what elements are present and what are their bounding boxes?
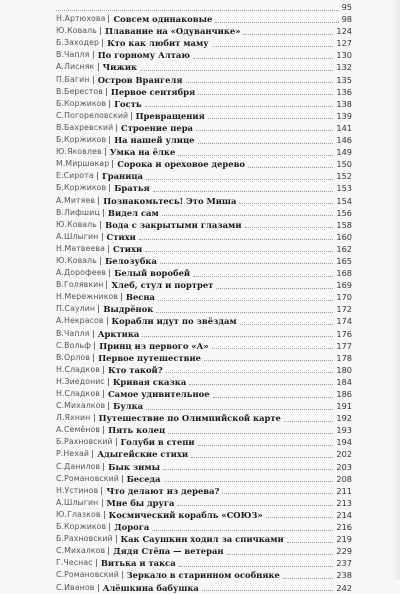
entry-page-number: 135 [336, 74, 352, 85]
entry-page-number: 95 [341, 2, 352, 12]
toc-entry [0, 243, 400, 255]
entry-separator [93, 354, 94, 362]
entry-title: Братья [114, 183, 150, 194]
toc-entry [0, 1, 400, 13]
page-edge-shadow [390, 0, 400, 580]
toc-entry [0, 400, 400, 412]
dot-leader [215, 22, 338, 23]
entry-title: Как Саушкин ходил за спичками [120, 534, 284, 545]
entry-page-number: 160 [336, 231, 352, 242]
entry-page-number: 138 [336, 98, 352, 109]
toc-entry [0, 61, 400, 73]
entry-title: Стихи [106, 231, 136, 242]
dot-leader [193, 276, 333, 277]
entry-author: Б.Коржиков [56, 183, 107, 193]
entry-separator [102, 499, 103, 507]
entry-page-number: 153 [336, 183, 352, 194]
entry-title: Белозубка [105, 255, 157, 266]
entry-separator [109, 184, 110, 192]
dot-leader [146, 409, 333, 410]
entry-separator [92, 450, 93, 458]
entry-separator [109, 269, 110, 277]
entry-title: Граница [101, 171, 143, 182]
dot-leader [168, 433, 333, 434]
dot-leader [239, 203, 333, 204]
entry-title: Кривая сказка [112, 376, 187, 387]
entry-title: Что делают из дерева? [106, 485, 220, 496]
entry-page-number: 136 [336, 86, 352, 97]
toc-entry [0, 340, 400, 352]
dot-leader [287, 542, 334, 543]
entry-title: Превращения [135, 110, 205, 121]
dot-leader [208, 118, 334, 119]
entry-author: Б.Рахновский [56, 534, 113, 544]
entry-author: С.Вольф [56, 340, 91, 350]
entry-title: Дядя Стёпа — ветеран [113, 546, 224, 557]
entry-page-number: 170 [336, 292, 352, 303]
dot-leader [142, 336, 333, 337]
entry-author: С.Данилов [56, 461, 101, 471]
entry-page-number: 180 [336, 364, 352, 375]
entry-author: Н.Зиедонис [56, 376, 105, 386]
dot-leader [145, 106, 334, 107]
entry-author: Н.Матвеева [56, 243, 105, 253]
entry-separator [102, 39, 103, 47]
entry-author: П.Багин [56, 74, 90, 84]
entry-title: Чижик [102, 62, 138, 73]
dot-leader [283, 578, 334, 579]
entry-separator [94, 342, 95, 350]
entry-title: Первое путешествие [98, 352, 201, 363]
dot-leader [240, 324, 334, 325]
dot-leader [145, 251, 333, 252]
entry-page-number: 150 [336, 159, 352, 170]
entry-separator [100, 27, 101, 35]
entry-page-number: 186 [336, 389, 352, 399]
toc-entry [0, 13, 400, 25]
dot-leader [243, 34, 333, 35]
entry-page-number: 193 [336, 425, 352, 436]
toc-entry [0, 303, 400, 315]
dot-leader [163, 469, 333, 470]
entry-author: Ю.Коваль [56, 255, 97, 265]
entry-page-number: 165 [336, 255, 352, 266]
entry-title: На нашей улице [114, 135, 195, 146]
dot-leader [189, 384, 333, 385]
dot-leader [166, 372, 334, 373]
entry-author: В.Голявкин [56, 280, 104, 290]
entry-separator [108, 15, 109, 23]
entry-author: Ю.Коваль [56, 219, 97, 229]
entry-separator [97, 172, 98, 180]
entry-separator [98, 63, 99, 71]
dot-leader [222, 493, 333, 494]
entry-title: Алёшкина бабушка [102, 582, 199, 593]
toc-entry [0, 231, 400, 243]
entry-separator [109, 523, 110, 531]
entry-page-number: 237 [336, 558, 352, 569]
dot-leader [156, 312, 333, 313]
entry-separator [131, 112, 132, 120]
entry-separator [93, 330, 94, 338]
entry-page-number: 219 [336, 534, 352, 545]
entry-author: Е.Сирота [56, 171, 94, 181]
entry-author: В.Орлов [56, 352, 90, 362]
entry-author: Б.Заходер [56, 38, 100, 48]
entry-page-number: 213 [336, 497, 352, 508]
toc-entry [0, 352, 400, 364]
entry-title: Адыгейские стихи [97, 449, 189, 460]
toc-entry [0, 267, 400, 279]
entry-separator [96, 559, 97, 567]
entry-author: Л.Яхнин [56, 413, 91, 423]
entry-page-number: 98 [341, 14, 352, 25]
entry-author: Ю.Яковлев [56, 147, 102, 157]
toc-entry [0, 412, 400, 424]
dot-leader [178, 155, 333, 156]
entry-page-number: 184 [336, 376, 352, 387]
dot-leader [191, 457, 333, 458]
entry-title: Умка на ёлке [109, 147, 176, 158]
entry-title: Сорока и ореховое дерево [117, 159, 246, 170]
dot-leader [146, 179, 333, 180]
entry-author: Н.Сладков [56, 364, 100, 374]
entry-separator [103, 366, 104, 374]
entry-title: Видел сам [107, 207, 159, 218]
entry-page-number: 139 [336, 110, 352, 121]
entry-title: Гость [114, 98, 142, 109]
entry-separator [98, 305, 99, 313]
entry-separator [98, 584, 99, 592]
toc-entry [0, 134, 400, 146]
entry-separator [122, 571, 123, 579]
entry-title: Мне бы друга [106, 497, 175, 508]
entry-separator [116, 124, 117, 132]
toc-entry [0, 521, 400, 533]
toc-entry [0, 473, 400, 485]
entry-separator [108, 245, 109, 253]
toc-entry [0, 86, 400, 98]
toc-entry [0, 146, 400, 158]
entry-author: В.Чапля [56, 50, 90, 60]
entry-author: Н.Мережников [56, 292, 119, 302]
entry-title: Вода с закрытыми глазами [105, 219, 242, 230]
entry-separator [116, 438, 117, 446]
entry-separator [100, 257, 101, 265]
toc-entry [0, 509, 400, 521]
dot-leader [140, 70, 333, 71]
entry-separator [108, 547, 109, 555]
entry-author: С.Романовский [56, 570, 119, 580]
entry-author: Б.Коржиков [56, 135, 107, 145]
entry-title: Путешествие по Олимпийской карте [98, 413, 281, 424]
entry-title: Хлеб, стул и портрет [111, 280, 214, 291]
dot-leader [177, 505, 333, 506]
entry-author: А.Шлыгин [56, 231, 99, 241]
entry-separator [100, 221, 101, 229]
entry-author: В.Лифшиц [56, 207, 100, 217]
entry-author: А.Лисняк [56, 62, 95, 72]
toc-entry [0, 207, 400, 219]
dot-leader [139, 239, 334, 240]
entry-separator [105, 148, 106, 156]
toc-entry [0, 158, 400, 170]
entry-page-number: 216 [336, 522, 352, 533]
dot-leader [179, 566, 334, 567]
toc-entry [0, 110, 400, 122]
entry-separator [107, 317, 108, 325]
dot-leader [152, 530, 333, 531]
dot-leader [213, 397, 334, 398]
dot-leader [158, 300, 333, 301]
dot-leader [204, 360, 333, 361]
entry-page-number: 141 [336, 122, 352, 133]
dot-leader [212, 46, 334, 47]
entry-author: Ю.Глазков [56, 509, 101, 519]
entry-author: А.Дорофеев [56, 268, 107, 278]
entry-page-number: 127 [336, 38, 352, 49]
entry-title: Познакомьтесь! Это Миша [103, 195, 237, 206]
entry-author: С.Михалков [56, 546, 106, 556]
entry-page-number: 124 [336, 26, 352, 37]
toc-entry [0, 448, 400, 460]
entry-separator [109, 100, 110, 108]
entry-page-number: 177 [336, 340, 352, 351]
entry-page-number: 158 [336, 219, 352, 230]
entry-page-number: 178 [336, 352, 352, 363]
entry-separator [108, 402, 109, 410]
entry-title: Бык зимы [108, 461, 161, 472]
dot-leader [160, 263, 333, 264]
entry-page-number: 202 [336, 449, 352, 460]
entry-author: Н.Артюхова [56, 14, 106, 24]
entry-separator [93, 76, 94, 84]
entry-title: Корабли идут по звёздам [111, 316, 237, 327]
entry-separator [103, 463, 104, 471]
entry-author: Б.Рахновский [56, 437, 113, 447]
entry-author: А.Семёнов [56, 425, 101, 435]
entry-author: С.Погореловский [56, 110, 129, 120]
toc-entry [0, 364, 400, 376]
entry-page-number: 169 [336, 280, 352, 291]
entry-separator [116, 535, 117, 543]
entry-page-number: 208 [336, 473, 352, 484]
entry-author: В.Бахревский [56, 122, 114, 132]
entry-title: Витька и такса [100, 558, 176, 569]
entry-title: Первое сентября [110, 86, 196, 97]
toc-entry [0, 436, 400, 448]
entry-separator [94, 414, 95, 422]
entry-title: Весна [125, 292, 155, 303]
entry-page-number: 172 [336, 304, 352, 315]
entry-separator [98, 197, 99, 205]
entry-page-number: 211 [336, 485, 352, 496]
toc-entry [0, 485, 400, 497]
dot-leader [212, 348, 334, 349]
entry-separator [103, 209, 104, 217]
toc-entry [0, 25, 400, 37]
dot-leader [164, 481, 334, 482]
toc-entry [0, 219, 400, 231]
entry-page-number: 162 [336, 243, 352, 254]
table-of-contents [0, 1, 400, 594]
entry-page-number: 192 [336, 413, 352, 424]
entry-page-number: 191 [336, 401, 352, 412]
entry-author: С.Иванов [56, 582, 95, 592]
entry-title: Голуби в степи [120, 437, 195, 448]
toc-entry [0, 497, 400, 509]
entry-page-number: 130 [336, 50, 352, 61]
entry-page-number: 156 [336, 207, 352, 218]
entry-separator [102, 233, 103, 241]
entry-separator [108, 378, 109, 386]
entry-title: Совсем одинаковые [113, 14, 213, 25]
entry-author: С.Михалков [56, 401, 106, 411]
entry-title: Пять колец [108, 425, 166, 436]
entry-title: Белый воробей [114, 268, 191, 279]
dot-leader [245, 227, 334, 228]
entry-author: А.Шлыгин [56, 497, 99, 507]
dot-leader [186, 82, 334, 83]
entry-page-number: 132 [336, 62, 352, 73]
toc-entry [0, 49, 400, 61]
entry-author: Н.Устинов [56, 485, 99, 495]
entry-title: Кто такой? [108, 364, 163, 375]
toc-entry [0, 37, 400, 49]
entry-page-number: 174 [336, 316, 352, 327]
toc-entry [0, 461, 400, 473]
entry-page-number: 238 [336, 570, 352, 581]
toc-entry [0, 279, 400, 291]
toc-entry [0, 328, 400, 340]
entry-title: Стихи [112, 243, 143, 254]
toc-entry [0, 376, 400, 388]
entry-title: Булка [113, 401, 144, 412]
entry-title: Космический корабль «СОЮЗ» [108, 509, 263, 520]
dot-leader [227, 554, 334, 555]
entry-author: П.Саулин [56, 304, 96, 314]
entry-separator [112, 160, 113, 168]
entry-author: Р.Нехай [56, 449, 89, 459]
entry-title: Плавание на «Одуванчике» [105, 26, 241, 37]
entry-separator [106, 88, 107, 96]
toc-entry [0, 315, 400, 327]
entry-author: М.Миршакар [56, 159, 110, 169]
toc-entry [0, 170, 400, 182]
toc-entry [0, 122, 400, 134]
entry-separator [122, 475, 123, 483]
entry-title: Беседа [126, 473, 161, 484]
entry-page-number: 149 [336, 147, 352, 158]
entry-title: Дорога [114, 522, 150, 533]
toc-entry [0, 545, 400, 557]
entry-author: Б.Коржиков [56, 522, 107, 532]
entry-title: Остров Врангеля [97, 74, 183, 85]
toc-entry [0, 255, 400, 267]
entry-page-number: 146 [336, 135, 352, 146]
entry-author: Н.Сладков [56, 389, 100, 398]
dot-leader [56, 10, 339, 11]
toc-entry [0, 74, 400, 86]
entry-author: С.Романовский [56, 473, 119, 483]
entry-title: Арктика [97, 328, 140, 339]
entry-title: По горному Алтаю [97, 50, 190, 61]
dot-leader [216, 288, 333, 289]
dot-leader [198, 94, 333, 95]
entry-separator [109, 136, 110, 144]
entry-page-number: 154 [336, 195, 352, 206]
dot-leader [153, 191, 334, 192]
dot-leader [248, 167, 333, 168]
dot-leader [198, 143, 334, 144]
entry-author: В.Берестов [56, 86, 103, 96]
entry-title: Принц из первого «А» [99, 340, 209, 351]
dot-leader [266, 517, 334, 518]
entry-page-number: 168 [336, 268, 352, 279]
dot-leader [162, 215, 334, 216]
dot-leader [284, 421, 333, 422]
entry-title: Кто как любит маму [107, 38, 209, 49]
toc-entry [0, 424, 400, 436]
entry-page-number: 152 [336, 171, 352, 182]
entry-page-number: 214 [336, 509, 352, 520]
entry-author: А.Некрасов [56, 316, 104, 326]
entry-title: Самое удивительное [108, 389, 210, 399]
toc-entry [0, 182, 400, 194]
entry-separator [104, 511, 105, 519]
toc-entry [0, 98, 400, 110]
entry-separator [103, 426, 104, 434]
entry-page-number: 194 [336, 437, 352, 448]
toc-entry [0, 582, 400, 594]
entry-title: Выдрёнок [103, 304, 154, 315]
entry-page-number: 229 [336, 546, 352, 557]
entry-separator [121, 293, 122, 301]
entry-separator [101, 487, 102, 495]
toc-entry [0, 388, 400, 400]
entry-page-number: 242 [336, 582, 352, 593]
entry-author: В.Чапля [56, 328, 90, 338]
toc-entry [0, 557, 400, 569]
entry-separator [106, 281, 107, 289]
entry-separator [93, 51, 94, 59]
dot-leader [202, 590, 334, 591]
entry-author: А.Митяев [56, 195, 96, 205]
dot-leader [198, 445, 334, 446]
entry-page-number: 203 [336, 461, 352, 472]
entry-title: Строение пера [121, 122, 193, 133]
toc-entry [0, 533, 400, 545]
entry-author: Ю.Коваль [56, 26, 97, 36]
entry-separator [103, 390, 104, 398]
entry-author: Г.Чеснас [56, 558, 93, 568]
entry-author: Б.Коржиков [56, 98, 107, 108]
dot-leader [193, 58, 333, 59]
entry-title: Зеркало в старинном особняке [126, 570, 280, 581]
toc-entry [0, 291, 400, 303]
dot-leader [196, 130, 333, 131]
toc-entry [0, 195, 400, 207]
entry-page-number: 176 [336, 328, 352, 339]
